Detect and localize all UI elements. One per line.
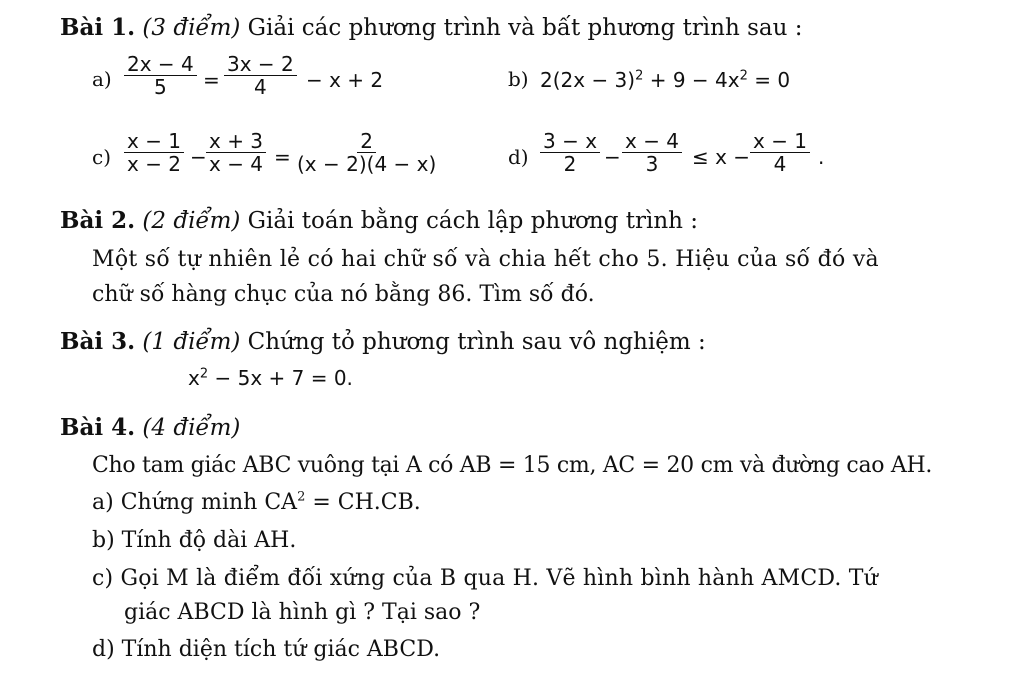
b1c-f2-num: x + 3: [206, 130, 266, 153]
b1b-pre: 2(2x − 3): [540, 68, 636, 92]
b4-intro: Cho tam giác ABC vuông tại A có AB = 15 cm, AC = 20 cm và đường cao AH.: [92, 453, 933, 478]
b1b-label: b): [508, 67, 529, 91]
b1d-f2-num: x − 4: [622, 130, 682, 153]
b4-title: Bài 4.: [60, 414, 136, 441]
b1c-fraction-3: [294, 130, 439, 175]
b1d-rel: ≤ x −: [692, 145, 751, 169]
b1c-f3-num: 2: [357, 130, 376, 153]
b1a-eq: =: [203, 68, 220, 92]
b1b-mid: + 9 − 4x: [643, 68, 740, 92]
b4-c-line-2: giác ABCD là hình gì ? Tại sao ?: [124, 600, 481, 625]
b3-equation: [188, 366, 353, 390]
b3-heading: [60, 328, 706, 355]
b1a-f2-den: 4: [254, 75, 267, 99]
b4-a-pre: a) Chứng minh CA: [92, 490, 298, 515]
b1d-end: .: [818, 145, 825, 169]
b3-points: (1 điểm): [142, 329, 241, 355]
b1a-label: a): [92, 67, 112, 91]
b1b-equation: [540, 68, 790, 92]
b2-heading: [60, 207, 698, 234]
b3-eq-post: − 5x + 7 = 0.: [208, 366, 353, 390]
b4-a-post: = CH.CB.: [305, 490, 421, 515]
b2-title: Bài 2.: [60, 207, 136, 234]
b1d-fraction-2: [622, 130, 682, 175]
b1b-exp: 2: [635, 68, 644, 84]
b2-points: (2 điểm): [142, 208, 241, 234]
b4-heading: [60, 414, 240, 441]
b1-title: Bài 1.: [60, 14, 136, 41]
b1a-rest: − x + 2: [306, 68, 384, 92]
b1a-f1-num: 2x − 4: [124, 53, 197, 76]
b1d-f3-den: 4: [773, 152, 787, 176]
b1d-f1-den: 2: [563, 152, 577, 176]
b1c-fraction-2: [206, 130, 266, 175]
b4-points: (4 điểm): [142, 415, 241, 441]
b1c-f1-num: x − 1: [124, 130, 184, 153]
b1-heading: [60, 14, 803, 41]
b2-line-1: Một số tự nhiên lẻ có hai chữ số và chia hết cho 5. Hiệu của số đó và: [92, 247, 879, 272]
b1c-fraction-1: [124, 130, 184, 175]
b1d-fraction-3: [750, 130, 810, 175]
b1c-op1: −: [190, 145, 207, 169]
b4-a-exp: 2: [297, 489, 306, 505]
b2-text: Giải toán bằng cách lập phương trình :: [247, 208, 699, 234]
b1a-f2-num: 3x − 2: [224, 53, 297, 76]
b1a-fraction-2: [224, 53, 297, 98]
b3-title: Bài 3.: [60, 328, 136, 355]
b4-a: [92, 490, 421, 515]
b1a-fraction-1: [124, 53, 197, 98]
b1b-post: = 0: [747, 68, 791, 92]
b1c-eq: =: [274, 145, 291, 169]
b1a-f1-den: 5: [154, 75, 167, 99]
b3-text: Chứng tỏ phương trình sau vô nghiệm :: [247, 329, 706, 355]
b1d-label: d): [508, 145, 529, 169]
b3-eq-exp: 2: [199, 366, 209, 382]
b1d-fraction-1: [540, 130, 600, 175]
b3-eq-pre: x: [188, 366, 200, 390]
b1d-f3-num: x − 1: [750, 130, 810, 153]
b4-b: b) Tính độ dài AH.: [92, 528, 297, 553]
b1d-f2-den: 3: [645, 152, 659, 176]
b2-line-2: chữ số hàng chục của nó bằng 86. Tìm số đó.: [92, 282, 595, 307]
b4-d: d) Tính diện tích tứ giác ABCD.: [92, 637, 441, 662]
b1-text: Giải các phương trình và bất phương trình sau :: [247, 15, 803, 41]
b1d-f1-num: 3 − x: [540, 130, 600, 153]
b4-c-line-1: c) Gọi M là điểm đối xứng của B qua H. Vẽ hình bình hành AMCD. Tứ: [92, 566, 879, 591]
b1c-label: c): [92, 145, 112, 169]
b1-points: (3 điểm): [142, 15, 241, 41]
b1c-f3-den: (x − 2)(4 − x): [297, 152, 437, 176]
b1c-f1-den: x − 2: [127, 152, 182, 176]
b1c-f2-den: x − 4: [209, 152, 264, 176]
b1d-op1: −: [604, 145, 621, 169]
b1b-exp2: 2: [739, 68, 748, 84]
